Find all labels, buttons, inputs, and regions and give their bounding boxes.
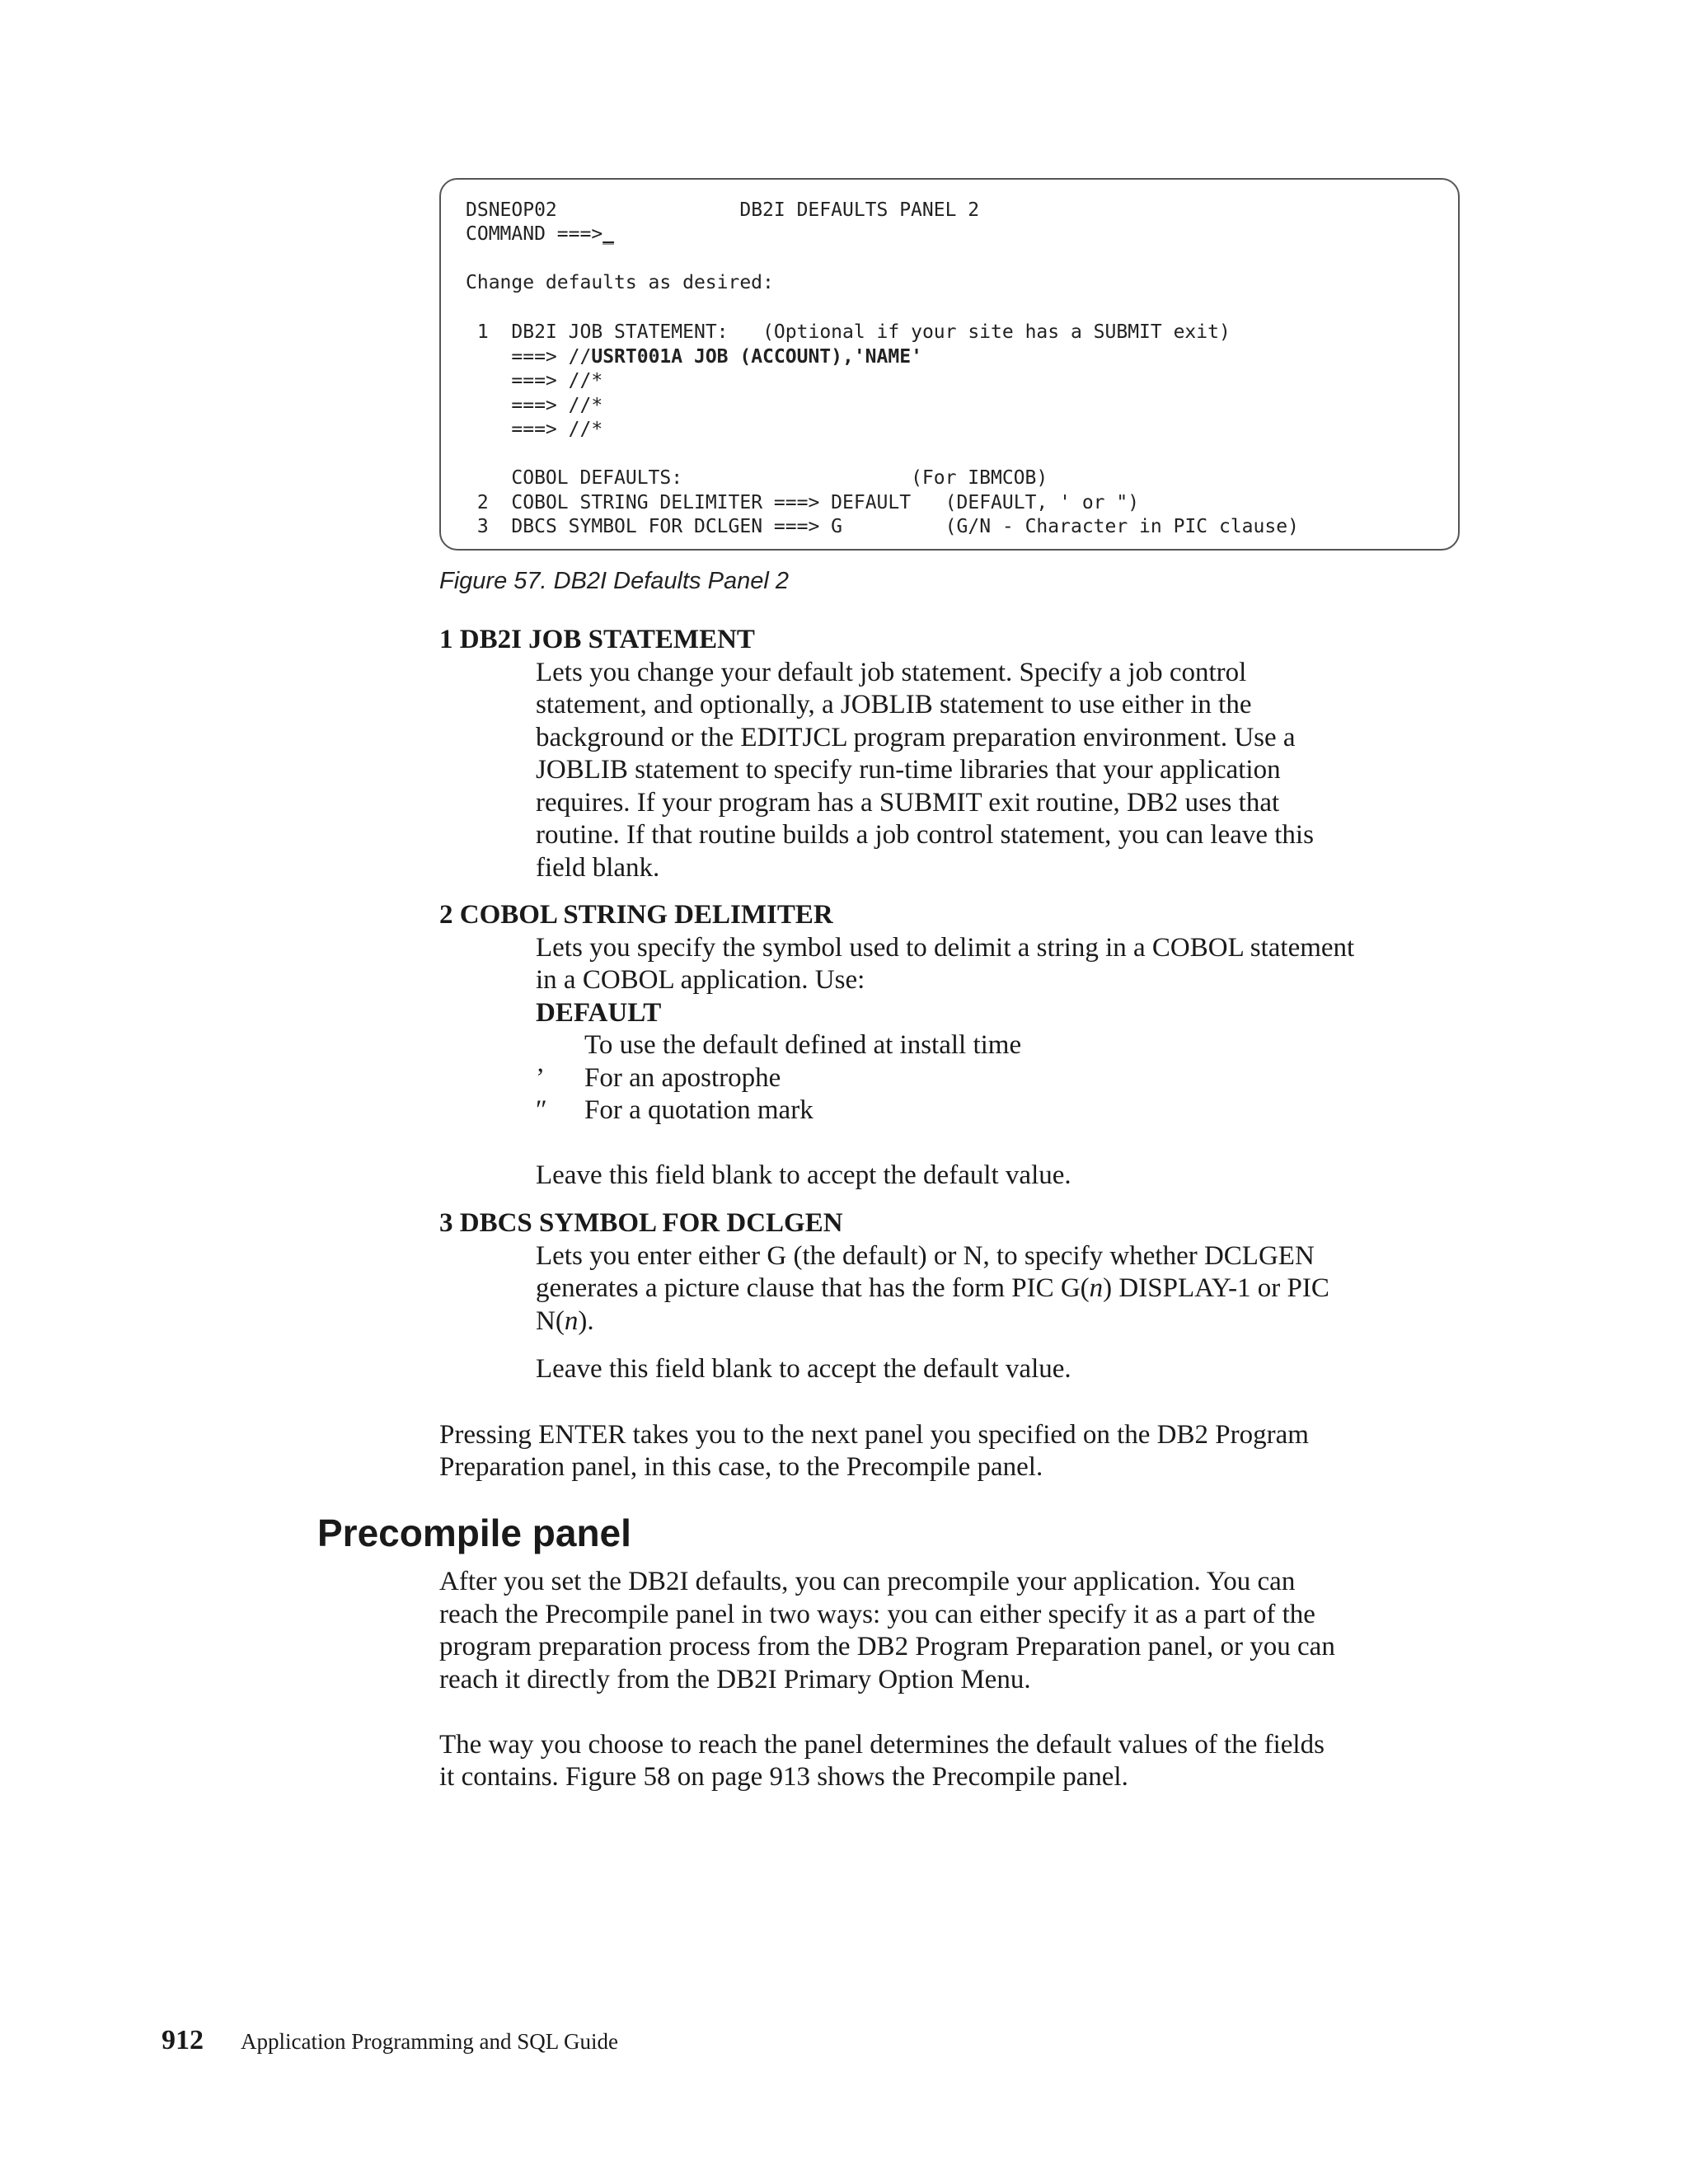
section-para2-line: it contains. Figure 58 on page 913 shows the Precompile panel.	[439, 1762, 1128, 1792]
command-label: COMMAND ===>	[466, 223, 603, 245]
command-line	[466, 222, 614, 246]
dbcs-symbol-value: G	[831, 516, 843, 537]
db2i-defaults-panel-figure	[439, 178, 1460, 551]
term1-desc-line: routine. If that routine builds a job control statement, you can leave this	[536, 820, 1314, 850]
sub-quote-symbol: ″	[536, 1095, 547, 1125]
section-para1-line: program preparation process from the DB2 Program Preparation panel, or you can	[439, 1632, 1335, 1661]
book-title: Application Programming and SQL Guide	[241, 2029, 618, 2054]
item1-header: 1 DB2I JOB STATEMENT: (Optional if your site has a SUBMIT exit)	[476, 321, 1231, 343]
figure-caption: Figure 57. DB2I Defaults Panel 2	[439, 568, 789, 594]
term2-desc-line: in a COBOL application. Use:	[536, 965, 865, 995]
term1-desc-line: background or the EDITJCL program preparation environment. Use a	[536, 723, 1296, 752]
section-para1-line: reach it directly from the DB2I Primary Option Menu.	[439, 1665, 1031, 1694]
term-dbcs-symbol: 3 DBCS SYMBOL FOR DCLGEN	[439, 1208, 843, 1238]
sub-default-desc: To use the default defined at install time	[584, 1030, 1022, 1060]
panel-title: DB2I DEFAULTS PANEL 2	[739, 199, 980, 221]
job-statement-line-2[interactable]: ===> //*	[511, 370, 603, 391]
item1-label: DB2I JOB STATEMENT:	[511, 321, 729, 343]
sub-apostrophe-desc: For an apostrophe	[584, 1063, 781, 1093]
term2-desc-line: Lets you specify the symbol used to delimit a string in a COBOL statement	[536, 933, 1355, 963]
term3-desc-line: Lets you enter either G (the default) or N, to specify whether DCLGEN	[536, 1241, 1315, 1271]
job-statement-line-4[interactable]: ===> //*	[511, 419, 603, 440]
pressing-enter-line: Preparation panel, in this case, to the Precompile panel.	[439, 1452, 1043, 1482]
term3-desc-line: generates a picture clause that has the form PIC G(n) DISPLAY-1 or PIC	[536, 1273, 1329, 1303]
cobol-string-delimiter-field[interactable]: 2 COBOL STRING DELIMITER ===> DEFAULT (DEFAULT, ' or ")	[476, 492, 1140, 513]
dbcs-symbol-field[interactable]: 3 DBCS SYMBOL FOR DCLGEN ===> G (G/N - Character in PIC clause)	[476, 516, 1299, 537]
sub-quote-desc: For a quotation mark	[584, 1095, 814, 1125]
cobol-delimiter-value: DEFAULT	[831, 492, 912, 513]
section-para1-line: reach the Precompile panel in two ways: you can either specify it as a part of the	[439, 1600, 1315, 1629]
job-statement-line-3[interactable]: ===> //*	[511, 395, 603, 416]
command-input[interactable]: _	[603, 223, 615, 245]
panel-header-line	[466, 198, 979, 223]
page-number: 912	[162, 2025, 204, 2055]
section-para1-line: After you set the DB2I defaults, you can precompile your application. You can	[439, 1567, 1296, 1596]
term1-desc-line: requires. If your program has a SUBMIT exit routine, DB2 uses that	[536, 788, 1280, 818]
term1-desc-line: Lets you change your default job statement. Specify a job control	[536, 658, 1247, 687]
panel-id: DSNEOP02	[466, 199, 557, 221]
section-para2-line: The way you choose to reach the panel determines the default values of the fields	[439, 1730, 1325, 1760]
section-heading-precompile-panel: Precompile panel	[317, 1511, 631, 1554]
term1-desc-line: field blank.	[536, 853, 660, 883]
term1-desc-line: JOBLIB statement to specify run-time libraries that your application	[536, 755, 1281, 785]
sub-term-default: DEFAULT	[536, 998, 662, 1028]
term3-desc-line: N(n).	[536, 1306, 594, 1336]
pressing-enter-line: Pressing ENTER takes you to the next panel you specified on the DB2 Program	[439, 1420, 1309, 1450]
job-statement-line-1[interactable]: ===> //USRT001A JOB (ACCOUNT),'NAME'	[511, 346, 922, 368]
panel-instruction: Change defaults as desired:	[466, 272, 774, 293]
term-cobol-string-delimiter: 2 COBOL STRING DELIMITER	[439, 900, 833, 930]
job-statement-value: USRT001A JOB (ACCOUNT),'NAME'	[591, 346, 922, 368]
cobol-defaults-header: COBOL DEFAULTS: (For IBMCOB)	[511, 467, 1048, 489]
term1-desc-line: statement, and optionally, a JOBLIB statement to use either in the	[536, 690, 1252, 719]
term3-leave-blank-note: Leave this field blank to accept the default value.	[536, 1354, 1071, 1384]
item1-note: (Optional if your site has a SUBMIT exit)	[762, 321, 1231, 343]
term-job-statement: 1 DB2I JOB STATEMENT	[439, 625, 755, 654]
sub-apostrophe-symbol: ’	[536, 1063, 545, 1093]
term2-leave-blank-note: Leave this field blank to accept the default value.	[536, 1160, 1071, 1190]
